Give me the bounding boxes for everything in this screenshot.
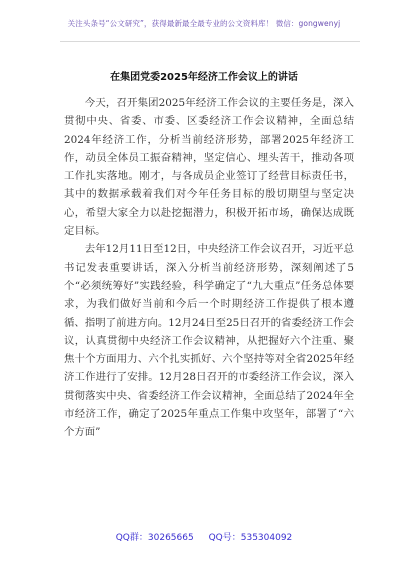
header-divider: [60, 41, 360, 42]
document-body: [64, 94, 354, 442]
footer-contact: [0, 530, 408, 543]
footer-qq-group: QQ群：30265665: [115, 533, 194, 543]
header-banner: 关注头条号“公文研究”，获得最新最全最专业的公文资料库！ 微信：gongwenyj: [67, 19, 341, 28]
paragraph: 今天，召开集团2025年经济工作会议的主要任务是，深入贯彻中央、省委、市委、区委经济工作会议精神，全面总结2024年经济工作，分析当前经济形势，部署2025年经济工作，动员全体员工振奋精神，坚定信心、埋头苦干，推动各项工作扎实落地。刚才，与各成员企业签订了经营目标责任书，其中的数据承载着我们对今年任务目标的殷切期望与坚定决心，希望大家全力以赴挖掘潜力，积极开拓市场，确保达成既定目标。: [64, 97, 354, 238]
paragraph: 去年12月11日至12日，中央经济工作会议召开，习近平总书记发表重要讲话，深入分析当前经济形势，深刻阐述了5个“必须统筹好”实践经验，科学确定了“九大重点”任务总体要求，为我们做好当前和今后一个时期经济工作提供了根本遵循、指明了前进方向。12月24日至25日召开的省委经济工作会议，认真贯彻中央经济工作会议精神，从把握好六个注重、聚焦十个方面用力、六个扎实抓好、六个坚持等对全省2025年经济工作进行了安排。12月28日召开的市委经济工作会议，深入贯彻落实中央、省委经济工作会议精神，全面总结了2024年全市经济工作，确定了2025年重点工作集中攻坚年，部署了“六个方面”: [64, 243, 354, 439]
footer-qq-number: QQ号：535304092: [208, 533, 293, 543]
document-title: 在集团党委2025年经济工作会议上的讲话: [110, 72, 298, 83]
